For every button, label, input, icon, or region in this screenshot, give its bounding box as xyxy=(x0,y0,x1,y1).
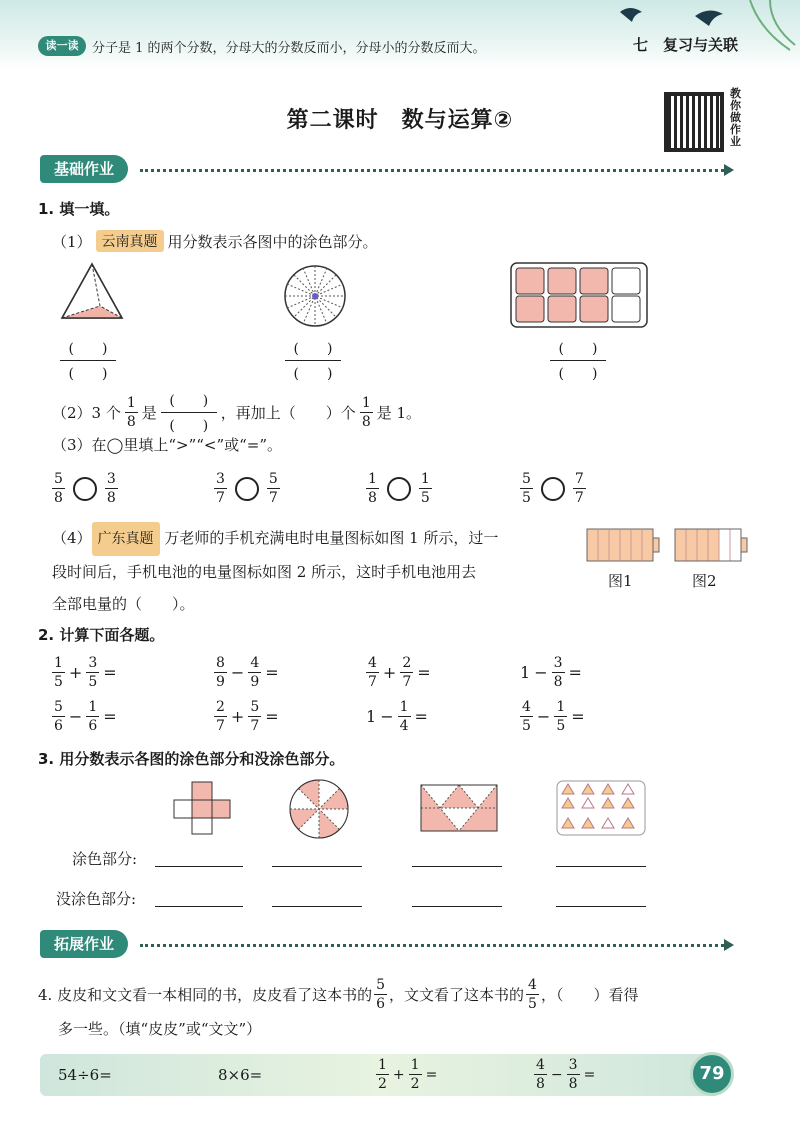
question-4: 4. 皮皮和文文看一本相同的书，皮皮看了这本书的 $\frac{5}{6}$ ，文文看了这本书的 $\frac{4}{5}$ ，（ ）看得 xyxy=(38,977,639,1012)
answer-blank[interactable]: ( ) ( ) xyxy=(60,338,116,383)
compare-circle[interactable] xyxy=(235,477,259,501)
rectangle-figure xyxy=(420,784,498,832)
answer-line[interactable] xyxy=(412,906,502,907)
battery-full-icon xyxy=(586,528,660,562)
calc-item: $\frac{4}{7}$ + $\frac{2}{7}$ = xyxy=(368,655,431,690)
chapter-label: 七 复习与关联 xyxy=(632,36,738,54)
q1-part1 xyxy=(52,230,378,252)
answer-line[interactable] xyxy=(556,866,646,867)
q1-p2-text-b: 是 xyxy=(141,404,157,422)
footer-expr-4: $\frac{4}{8}$ − $\frac{3}{8}$ = xyxy=(536,1057,596,1092)
qr-code-icon[interactable] xyxy=(664,92,724,152)
answer-line[interactable] xyxy=(412,866,502,867)
calc-item: $\frac{4}{5}$ − $\frac{1}{5}$ = xyxy=(522,699,585,734)
shaded-label: 涂色部分: xyxy=(72,850,138,868)
section-extend: 拓展作业 xyxy=(40,930,128,958)
calc-item: $\frac{5}{6}$ − $\frac{1}{6}$ = xyxy=(54,699,117,734)
q1-p2-text-a: （2）3 个 xyxy=(52,404,121,422)
footer-expr-3: $\frac{1}{2}$ + $\frac{1}{2}$ = xyxy=(378,1057,438,1092)
arrow-icon xyxy=(724,164,734,176)
peach-figure xyxy=(510,262,648,328)
q1-p1-tag: 云南真题 xyxy=(96,230,164,252)
fraction: $\frac{1}{8}$ xyxy=(126,395,136,430)
unshaded-label: 没涂色部分: xyxy=(56,890,137,908)
page-title: 第二课时 数与运算② xyxy=(286,108,514,133)
compare-item: $\frac{5}{5}$ $\frac{7}{7}$ xyxy=(522,471,584,506)
q1-p2-text-c: ，再加上（ ）个 xyxy=(220,404,356,422)
calc-item: $\frac{1}{5}$ + $\frac{3}{5}$ = xyxy=(54,655,117,690)
section-basic: 基础作业 xyxy=(40,155,128,183)
q1-part2 xyxy=(52,390,421,435)
compare-circle[interactable] xyxy=(541,477,565,501)
q1-p2-text-d: 是 1。 xyxy=(376,404,422,422)
answer-blank[interactable]: ( ) ( ) xyxy=(285,338,341,383)
fraction: $\frac{1}{8}$ xyxy=(361,395,371,430)
compare-circle[interactable] xyxy=(387,477,411,501)
q1-part4: （4） 广东真题 万老师的手机充满电时电量图标如图 1 所示，过一 段时间后，手机电池的电量图标如图 2 所示，这时手机电池用去 全部电量的（ ）。 xyxy=(52,522,582,620)
pie-figure xyxy=(288,778,350,840)
read-badge: 读一读 xyxy=(38,36,86,56)
answer-blank[interactable]: ( ) ( ) xyxy=(550,338,606,383)
circle-figure xyxy=(283,264,347,328)
triangle-figure xyxy=(60,262,124,322)
q1-p4-tag: 广东真题 xyxy=(92,522,160,556)
footer-expr-1: 54÷6= xyxy=(58,1066,112,1084)
fig1-caption: 图1 xyxy=(608,572,633,590)
answer-blank[interactable]: ( ) ( ) xyxy=(161,390,217,435)
answer-line[interactable] xyxy=(272,906,362,907)
compare-item: $\frac{1}{8}$ $\frac{1}{5}$ xyxy=(368,471,430,506)
calc-item: 1 − $\frac{1}{4}$ = xyxy=(366,699,428,734)
compare-item: $\frac{3}{7}$ $\frac{5}{7}$ xyxy=(216,471,278,506)
header-tip: 分子是 1 的两个分数，分母大的分数反而小，分母小的分数反而大。 xyxy=(92,41,486,56)
answer-line[interactable] xyxy=(155,866,243,867)
arrow-icon xyxy=(724,939,734,951)
answer-line[interactable] xyxy=(556,906,646,907)
q1-p1-text: 用分数表示各图中的涂色部分。 xyxy=(167,232,378,251)
calc-item: 1 − $\frac{3}{8}$ = xyxy=(520,655,582,690)
q1-part3: （3）在◯里填上“>”“<”或“=”。 xyxy=(52,436,283,454)
cross-figure xyxy=(172,780,234,836)
compare-circle[interactable] xyxy=(73,477,97,501)
answer-line[interactable] xyxy=(272,866,362,867)
battery-partial-icon xyxy=(674,528,748,562)
footer-expr-2: 8×6= xyxy=(218,1066,263,1084)
question-1-label: 1. 填一填。 xyxy=(38,200,120,218)
triangles-figure xyxy=(556,780,646,836)
page-number: 79 xyxy=(699,1063,725,1084)
calc-item: $\frac{8}{9}$ − $\frac{4}{9}$ = xyxy=(216,655,279,690)
q1-p1-num: （1） xyxy=(52,232,92,251)
section-divider xyxy=(140,169,724,172)
fig2-caption: 图2 xyxy=(692,572,717,590)
qr-label: 教你做作业 xyxy=(730,87,741,148)
question-4-line2: 多一些。（填“皮皮”或“文文”） xyxy=(58,1020,262,1038)
question-2-label: 2. 计算下面各题。 xyxy=(38,626,165,644)
section-divider xyxy=(140,944,724,947)
compare-item: $\frac{5}{8}$ $\frac{3}{8}$ xyxy=(54,471,116,506)
answer-line[interactable] xyxy=(155,906,243,907)
question-3-label: 3. 用分数表示各图的涂色部分和没涂色部分。 xyxy=(38,750,345,768)
calc-item: $\frac{2}{7}$ + $\frac{5}{7}$ = xyxy=(216,699,279,734)
